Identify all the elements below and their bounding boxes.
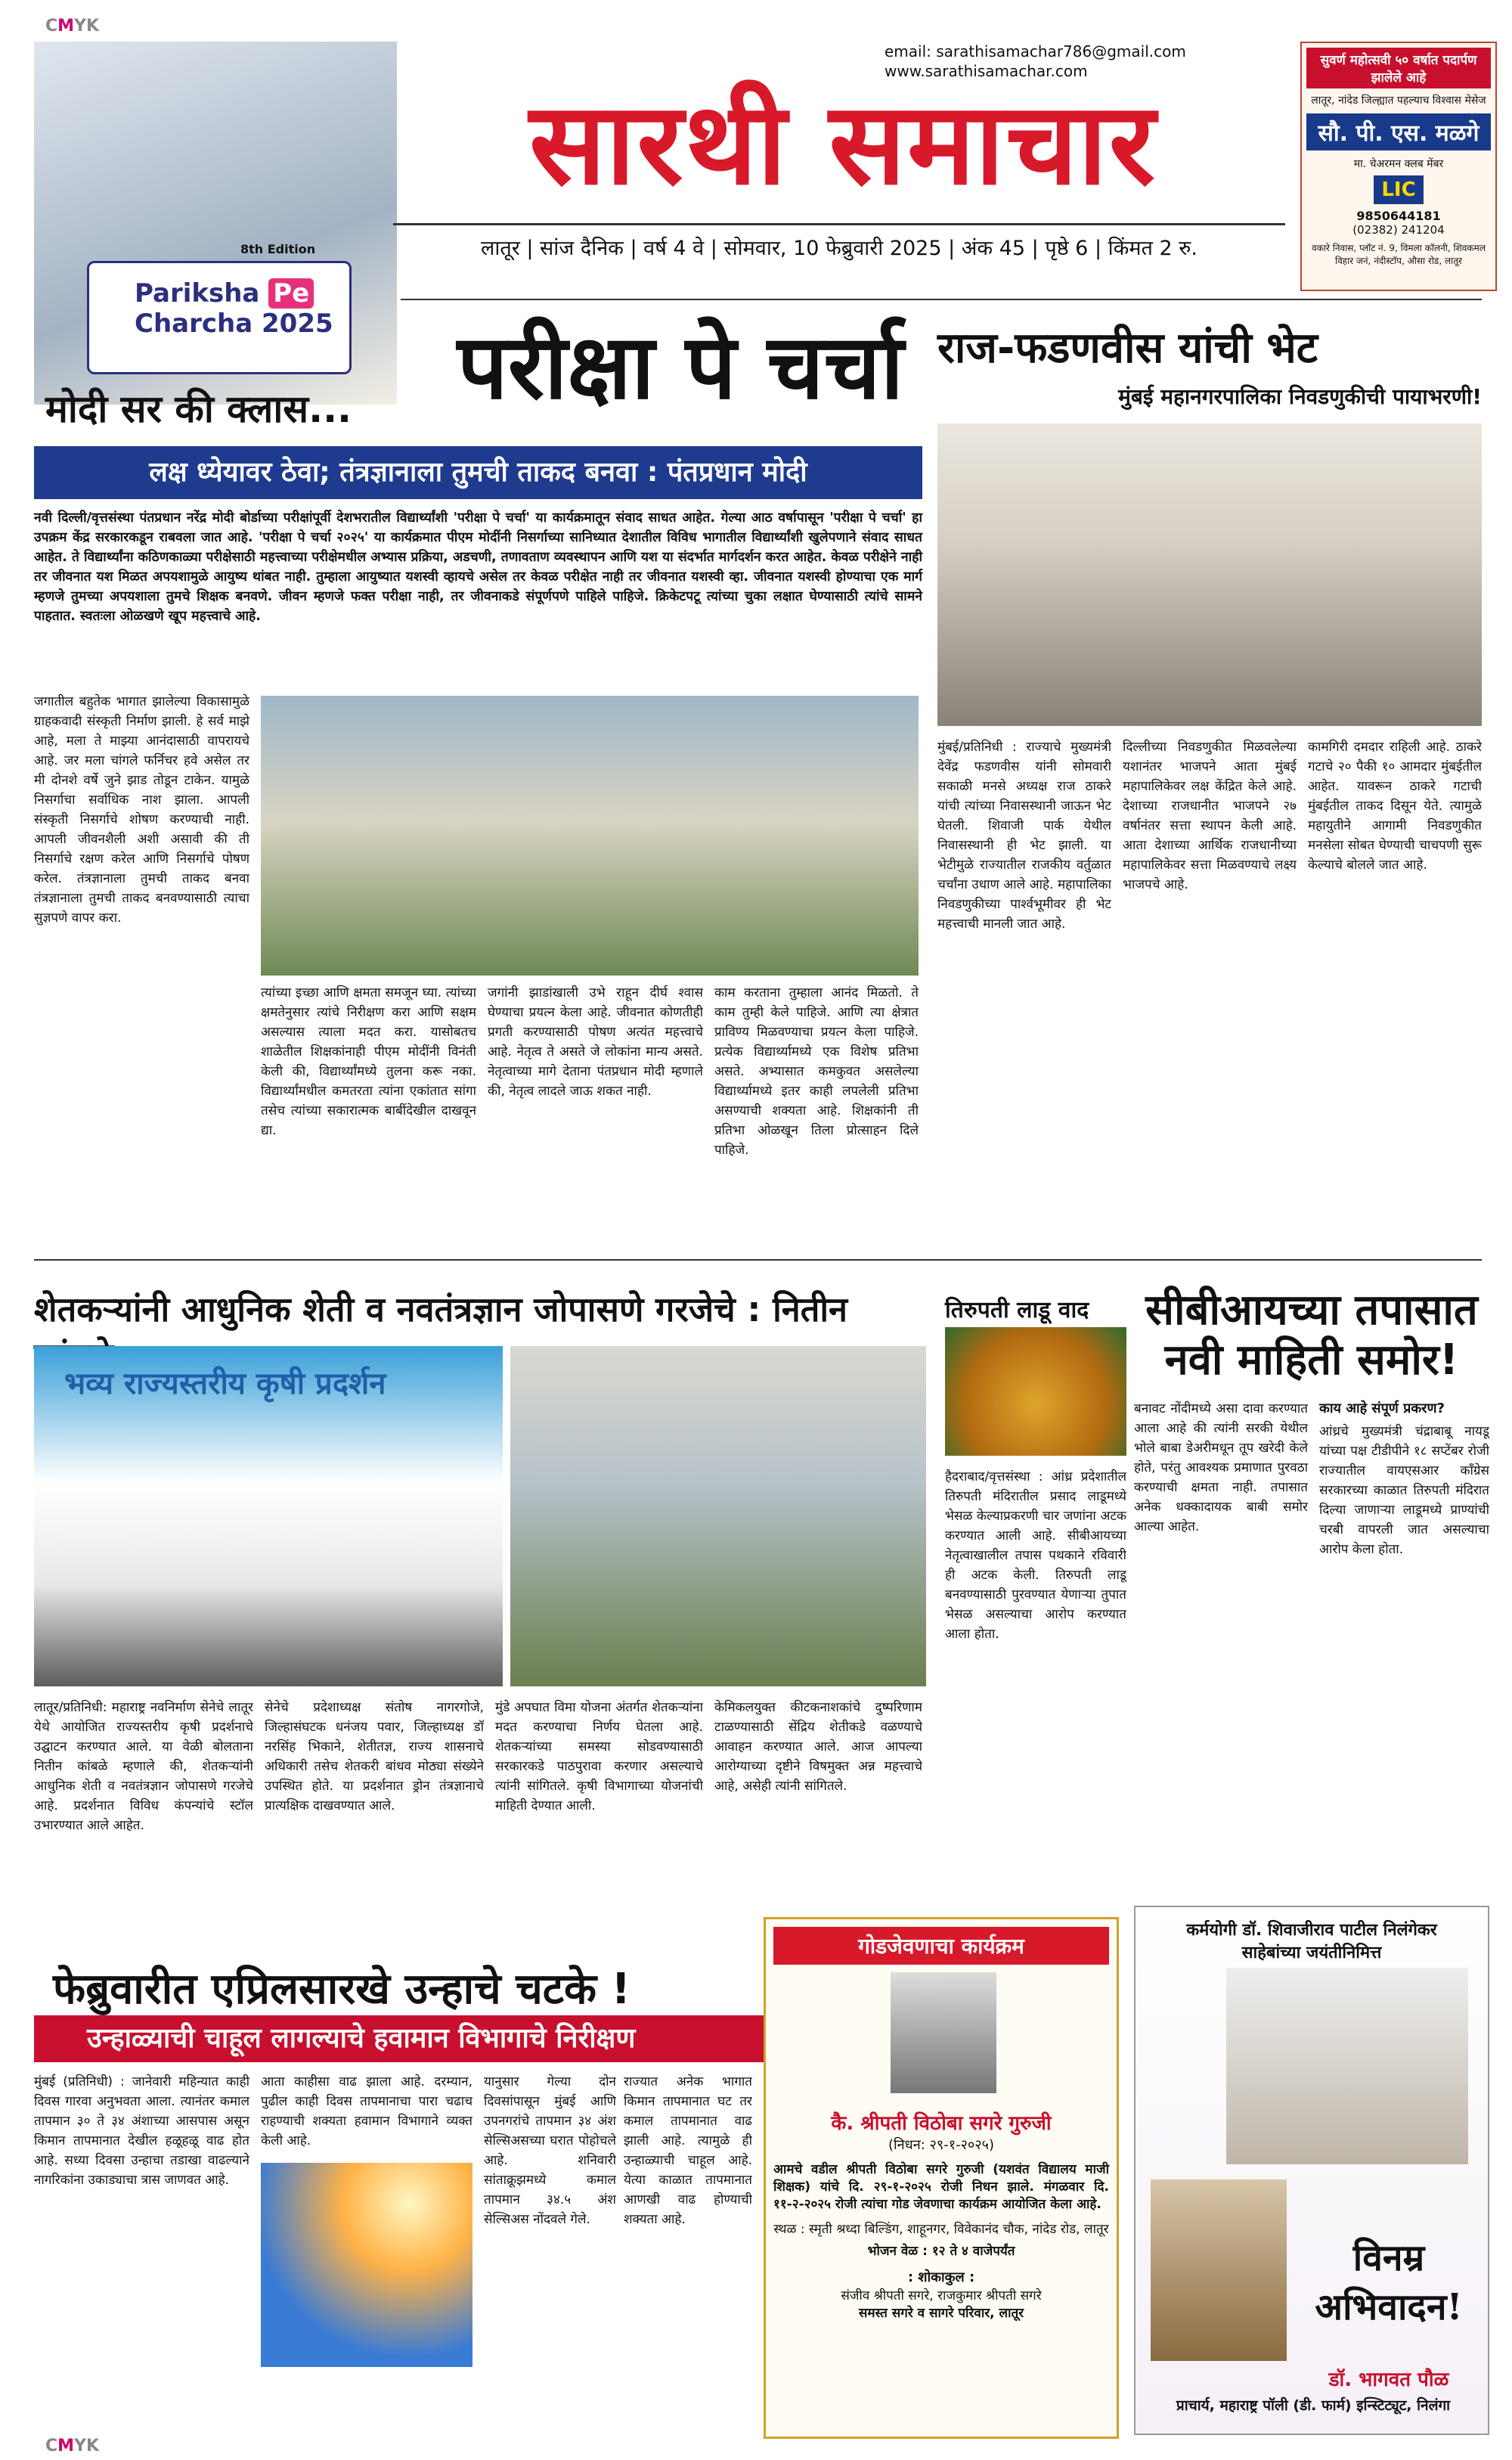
farm-col-1: लातूर/प्रतिनिधी: महाराष्ट्र नवनिर्माण सेनेचे लातूर येथे आयोजित राज्यस्तरीय कृषी प्रदर्शनाचे उद्घाटन करण्यात आले. या वेळी बोलताना नितीन कांबळे म्हणाले की, शेतकऱ्यांनी आधुनिक शेती व नवतंत्रज्ञान जोपासणे गरजेचे आहे. प्रदर्शनात विविध कंपन्यांचे स्टॉल उभारण्यात आले आहेत. [34,1700,253,1833]
raj-headline: राज-फडणवीस यांची भेट [937,324,1318,373]
cmyk-marker-bottom: CMYK [45,2437,100,2455]
farm-stage-photo [34,1346,503,1686]
godjevan-mourners: संजीव श्रीपती सगरे, राजकुमार श्रीपती सगरे [841,2288,1042,2303]
pariksha-col-3: जगांनी झाडांखाली उभे राहून दीर्घ श्वास घेण्याचा प्रयत्न केला आहे. जीवनात कोणतीही प्रगती करण्यासाठी पोषण अत्यंत महत्त्वाचे आहे. नेतृत्व ते असते जे लोकांना मान्य असते. नेतृत्वाच्या मागे देताना पंतप्रधान मोदी म्हणाले की, नेतृत्व लादले जाऊ शकत नाही. [488,985,703,1099]
godjevan-ad [764,1917,1119,2439]
heat-col-2: आता काहीसा वाढ झाला आहे. दरम्यान, पुढील काही दिवस तापमानाचा पारा चढाच राहण्याची शक्यता हवामान विभागाने व्यक्त केली आहे. [261,2074,472,2148]
pariksha-col-1: जगातील बहुतेक भागात झालेल्या विकासामुळे ग्राहकवादी संस्कृती निर्माण झाली. हे सर्व माझे आहे, मला ते माझ्या आनंदासाठी वापरायचे आहे. जर मला चांगले फर्निचर हवे असेल तर मी दोनशे वर्षे जुने झाड तोडून टाकेन. यामुळे निसर्गाचा सर्वाधिक नाश झाला. आपली संस्कृती निसर्गाचे शोषण करण्याची नाही. आपली जीवनशैली अशी असावी की ती निसर्गाचे रक्षण करेल आणि निसर्गाचे पोषण करेल. तंत्रज्ञानाला तुमची ताकद बनवा तंत्रज्ञानाला तुमची ताकद बनवण्यासाठी त्याचा सुज्ञपणे वापर करा. [34,694,249,926]
farm-drone-photo [510,1346,926,1686]
farm-col-2: सेनेचे प्रदेशाध्यक्ष संतोष नागरगोजे, जिल्हासंघटक धनंजय पवार, जिल्हाध्यक्ष डॉ नरसिंह भिकाने, शेतीतज्ञ, राज्य शासनाचे अधिकारी तसेच शेतकरी बांधव मोठ्या संख्येने उपस्थित होते. या प्रदर्शनात ड्रोन तंत्रज्ञानाचे प्रात्यक्षिक दाखवण्यात आले. [265,1700,484,1813]
godjevan-mourners-title: : शोकाकुल : [907,2269,975,2285]
cbi-col-1: बनावट नोंदीमध्ये असा दावा करण्यात आला आहे की त्यांनी सरकी येथील भोले बाबा डेअरीमधून तूप खरेदी केले होते, परंतु आवश्यक प्रमाणात पुरवठा करण्याची क्षमता नाही. तपासात अनेक धक्कादायक बाबी समोर आल्या आहेत. [1134,1401,1308,1534]
godjevan-body: आमचे वडील श्रीपती विठोबा सगरे गुरुजी (यशवंत विद्यालय माजी शिक्षक) यांचे दि. २९-१-२०२५ रोजी निधन झाले. मंगळवार दि. ११-२-२०२५ रोजी त्यांचा गोड जेवणाचा कार्यक्रम आयोजित केला आहे. [773,2162,1109,2212]
pariksha-kicker: मोदी सर की क्लास... [45,387,352,431]
pariksha-logo: 8th Edition Pariksha Pe Charcha 2025 [87,261,352,374]
nilangekar-photo [1226,1968,1468,2164]
pariksha-headline: परीक्षा पे चर्चा [457,314,904,419]
tribute-name: डॉ. भागवत पौळ [1328,2368,1449,2391]
divider [401,299,1482,300]
tirupati-headline: तिरुपती लाडू वाद [945,1297,1089,1323]
ad-phone: 9850644181 [1356,209,1441,223]
lic-logo: LIC [1374,175,1423,204]
heat-col-4: राज्यात अनेक भागात किमान तापमानात घट तर कमाल तापमानात वाढ झाली आहे. त्यामुळे ही उन्हाळ्याची चाहूल आहे. येत्या काळात तापमानात आणखी वाढ होण्याची शक्यता आहे. [624,2074,752,2227]
heat-col-1: मुंबई (प्रतिनिधी) : जानेवारी महिन्यात काही दिवस गारवा अनुभवता आला. त्यानंतर कमाल तापमान ३० ते ३४ अंशाच्या आसपास असून किमान तापमानात देखील हळूहळू वाढ होत आहे. सध्या दिवसा उन्हाचा तडाखा वाढल्याने नागरिकांना उकाड्याचा त्रास जाणवत आहे. [34,2074,249,2188]
godjevan-family: समस्त सगरे व सागरे परिवार, लातूर [858,2306,1024,2321]
tribute-line-2: साहेबांच्या जयंतीनिमित्त [1241,1943,1382,1962]
ad-office-phone: (02382) 241204 [1352,223,1445,237]
vinamra-text: विनम्र अभिवादन! [1315,2237,1463,2328]
tribute-ad [1134,1906,1489,2435]
godjevan-venue: स्थळ : स्मृती श्रध्दा बिल्डिंग, शाहूनगर, विवेकानंद चौक, नांदेड रोड, लातूर [773,2222,1109,2237]
cbi-headline: सीबीआयच्या तपासात नवी माहिती समोर! [1145,1286,1478,1385]
heat-headline: फेब्रुवारीत एप्रिलसारखे उन्हाचे चटके ! [53,1965,631,2014]
cbi-col-2-title: काय आहे संपूर्ण प्रकरण? [1319,1401,1445,1416]
contact-info [885,42,1247,81]
cmyk-marker-top: CMYK [45,17,100,36]
raj-subhead: मुंबई महानगरपालिका निवडणुकीची पायाभरणी! [1118,384,1482,409]
farm-headline: शेतकऱ्यांनी आधुनिक शेती व नवतंत्रज्ञान जोपासणे गरजेचे : नितीन [34,1289,847,1329]
pariksha-col-4: काम करताना तुम्हाला आनंद मिळतो. ते काम तुम्ही केले पाहिजे. आणि त्या क्षेत्रात प्राविण्य मिळवण्याचा प्रयत्न केला पाहिजे. प्रत्येक विद्यार्थ्यामध्ये एक विशेष प्रतिभा असते. अभ्यासात कमकुवत असलेल्या विद्यार्थ्यामध्ये इतर काही लपलेली प्रतिभा असण्याची शक्यता आहे. शिक्षकांनी ती प्रतिभा ओळखून तिला प्रोत्साहन दिले पाहिजे. [714,985,919,1158]
dateline: लातूर | सांज दैनिक | वर्ष 4 वे | सोमवार, 10 फेब्रुवारी 2025 | अंक 45 | पृष्ठे 6 | किंमत 2 रु. [393,223,1285,261]
email[interactable]: email: sarathisamachar786@gmail.com [885,42,1186,60]
pariksha-col-2: त्यांच्या इच्छा आणि क्षमता समजून घ्या. त्यांच्या क्षमतेनुसार त्यांचे निरीक्षण करा आणि सक्षम असल्यास त्याला मदत करा. यासोबतच शाळेतील शिक्षकांनाही पीएम मोदींनी विनंती केली की, विद्यार्थ्यांमध्ये तुलना करू नका. विद्यार्थ्यांमधील कमतरता त्यांना एकांतात सांगा तसेच त्यांच्या सकारात्मक बाबींदेखील दाखवून द्या. [261,985,476,1138]
farm-col-3: मुंडे अपघात विमा योजना अंतर्गत शेतकऱ्यांना मदत करण्याचा निर्णय घेतला आहे. शेतकऱ्यांच्या समस्या सोडवण्यासाठी सरकारकडे पाठपुरावा करणार असल्याचे त्यांनी सांगितले. कृषी विभागाच्या योजनांची माहिती देण्यात आली. [495,1700,703,1813]
divider [34,1259,1482,1261]
godjevan-name: कै. श्रीपती विठोबा सगरे गुरुजी [831,2112,1052,2135]
godjevan-dates: (निधन: २९-१-२०२५) [888,2137,995,2153]
sagre-photo [891,1972,996,2093]
laddu-photo [945,1327,1126,1456]
farm-col-4: केमिकलयुक्त कीटकनाशकांचे दुष्परिणाम टाळण्यासाठी सेंद्रिय शेतीकडे वळण्याचे आवाहन करण्यात आले. आज आपल्या आरोग्याच्या दृष्टीने विषमुक्त अन्न महत्त्वाचे आहे, असेही त्यांनी सांगितले. [714,1700,922,1794]
farm-banner-text: भव्य राज्यस्तरीय कृषी प्रदर्शन [64,1366,386,1401]
paul-photo [1151,2179,1287,2361]
raj-fadnavis-photo [937,423,1482,726]
ad-banner: सुवर्ण महोत्सवी ५० वर्षात पदार्पण झालेले आहे [1306,48,1491,88]
raj-col-2: दिल्लीच्या निवडणुकीत मिळवलेल्या यशानंतर भाजपने आता मुंबई महापालिकेवर लक्ष केंद्रित केले आहे. देशाच्या राजधानीत भाजपने २७ वर्षानंतर सत्ता स्थापन केली आहे. आता देशाच्या आर्थिक राजधानीच्या महापालिकेवर सत्ता मिळवण्याचे लक्ष्य भाजपचे आहे. [1123,740,1297,892]
ad-role: मा. चेअरमन क्लब मेंबर [1353,158,1444,170]
tribute-designation: प्राचार्य, महाराष्ट्र पॉली (डी. फार्म) इन्स्टिट्यूट, निलंगा [1176,2397,1451,2414]
pariksha-lead: नवी दिल्ली/वृत्तसंस्था पंतप्रधान नरेंद्र मोदी बोर्डाच्या परीक्षांपूर्वी देशभरातील विद्यार्थ्यांशी 'परीक्षा पे चर्चा' या कार्यक्रमातून संवाद साधत आहेत. गेल्या आठ वर्षापासून 'परीक्षा पे चर्चा' हा उपक्रम केंद्र सरकारकडून राबवला जात आहे. 'परीक्षा पे चर्चा २०२५' या कार्यक्रमात पीएम मोदींनी निसर्गाच्या सानिध्यात देशातील विविध भागातील विद्यार्थ्यांशी खुलेपणाने संवाद साधत आहेत. ते विद्यार्थ्यांना कठिणकाळ्या परीक्षेसाठी महत्त्वाच्या परीक्षेमधील अभ्यास प्रक्रिया, अडचणी, तणावताण व्यवस्थापन आणि यश या संदर्भात मार्गदर्शन करत आहेत. केवळ परीक्षेने नाही तर जीवनात यश मिळत अपयशामुळे आयुष्य थांबत नाही. तुम्हाला आयुष्यात यशस्वी व्हायचे असेल तर केवळ परीक्षेत नाही तर जीवनात यशस्वी व्हा. जीवनात यशस्वी होण्याचा एक मार्ग म्हणजे तुमच्या अपयशाला तुमचे शिक्षक बनवणे. जीवन म्हणजे फक्त परीक्षा नाही, तर जीवनाकडे संपूर्णपणे पाहिले पाहिजे. क्रिकेटपटू त्यांच्या चुका लक्षात घेण्यासाठी त्यांचे सामने पाहतात. स्वतःला ओळखणे खूप महत्त्वाचे आहे. [34,510,922,624]
godjevan-time: भोजन वेळ : १२ ते ४ वाजेपर्यंत [867,2244,1015,2259]
ad-line: लातूर, नांदेड जिल्ह्यात पहल्याच विश्वास मेसेज [1311,95,1486,107]
raj-col-3: कामगिरी दमदार राहिली आहे. ठाकरे गटाचे २० पैकी १० आमदार मुंबईतील आहेत. यावरून ठाकरे गटाची मुंबईतील ताकद दिसून येते. त्यामुळे महायुतीने आगामी निवडणुकीत मनसेला सोबत घेण्याची चाचपणी सुरू केल्याचे बोलले जात आहे. [1308,740,1482,873]
tribute-line-1: कर्मयोगी डॉ. शिवाजीराव पाटील निलंगेकर [1186,1921,1437,1940]
ad-address: वकारे निवास, प्लॉट नं. 9, विमला कॉलनी, शिवकमल विहार जनं, नंदीस्टाॅप, औसा रोड, लातूर [1312,243,1486,266]
masthead-title: सारथी समाचार [529,77,1157,210]
ad-name: सौ. पी. एस. मळगे [1306,113,1491,150]
pariksha-subhead: लक्ष ध्येयावर ठेवा; तंत्रज्ञानाला तुमची ताकद बनवा : पंतप्रधान मोदी [34,446,922,499]
website[interactable]: www.sarathisamachar.com [885,62,1088,80]
raj-col-1: मुंबई/प्रतिनिधी : राज्याचे मुख्यमंत्री देवेंद्र फडणवीस यांनी सोमवारी सकाळी मनसे अध्यक्ष राज ठाकरे यांची त्यांच्या निवासस्थानी जाऊन भेट घेतली. शिवाजी पार्क येथील निवासस्थानी ही भेट झाली. या भेटीमुळे राज्यातील राजकीय वर्तुळात चर्चांना उधाण आले आहे. महापालिका निवडणुकीच्या पार्श्वभूमीवर ही भेट महत्त्वाची मानली जात आहे. [937,740,1111,932]
tirupati-body: हैदराबाद/वृत्तसंस्था : आंध्र प्रदेशातील तिरुपती मंदिरातील प्रसाद लाडूमध्ये भेसळ केल्याप्रकरणी चार जणांना अटक करण्यात आली आहे. सीबीआयच्या नेतृत्वाखालील तपास पथकाने रविवारी ही अटक केली. तिरुपती लाडू बनवण्यासाठी पुरवण्यात येणाऱ्या तुपात भेसळ असल्याचा आरोप करण्यात आला होता. [945,1469,1126,1642]
top-right-ad [1300,42,1497,291]
cbi-col-2: आंध्रचे मुख्यमंत्री चंद्राबाबू नायडू यांच्या पक्ष टीडीपीने १८ सप्टेंबर रोजी राज्यातील वायएसआर काँग्रेस सरकारच्या काळात तिरुपती मंदिरात दिल्या जाणाऱ्या लाडूमध्ये प्राण्यांची चरबी वापरली जात असल्याचा आरोप केला होता. [1319,1424,1489,1557]
heat-subhead: उन्हाळ्याची चाहूल लागल्याचे हवामान विभागाचे निरीक्षण [34,2015,907,2062]
heat-col-3: यानुसार गेल्या दोन दिवसांपासून मुंबई आणि उपनगरांचे तापमान ३४ अंश सेल्सिअसच्या घरात पोहोचले आहे. शनिवारी सांताक्रूझमध्ये कमाल तापमान ३४.५ अंश सेल्सिअस नोंदवले गेले. [484,2074,616,2227]
pariksha-garden-photo [261,696,919,976]
sun-thermometer-photo [261,2163,472,2367]
godjevan-banner: गोडजेवणाचा कार्यक्रम [773,1927,1109,1965]
